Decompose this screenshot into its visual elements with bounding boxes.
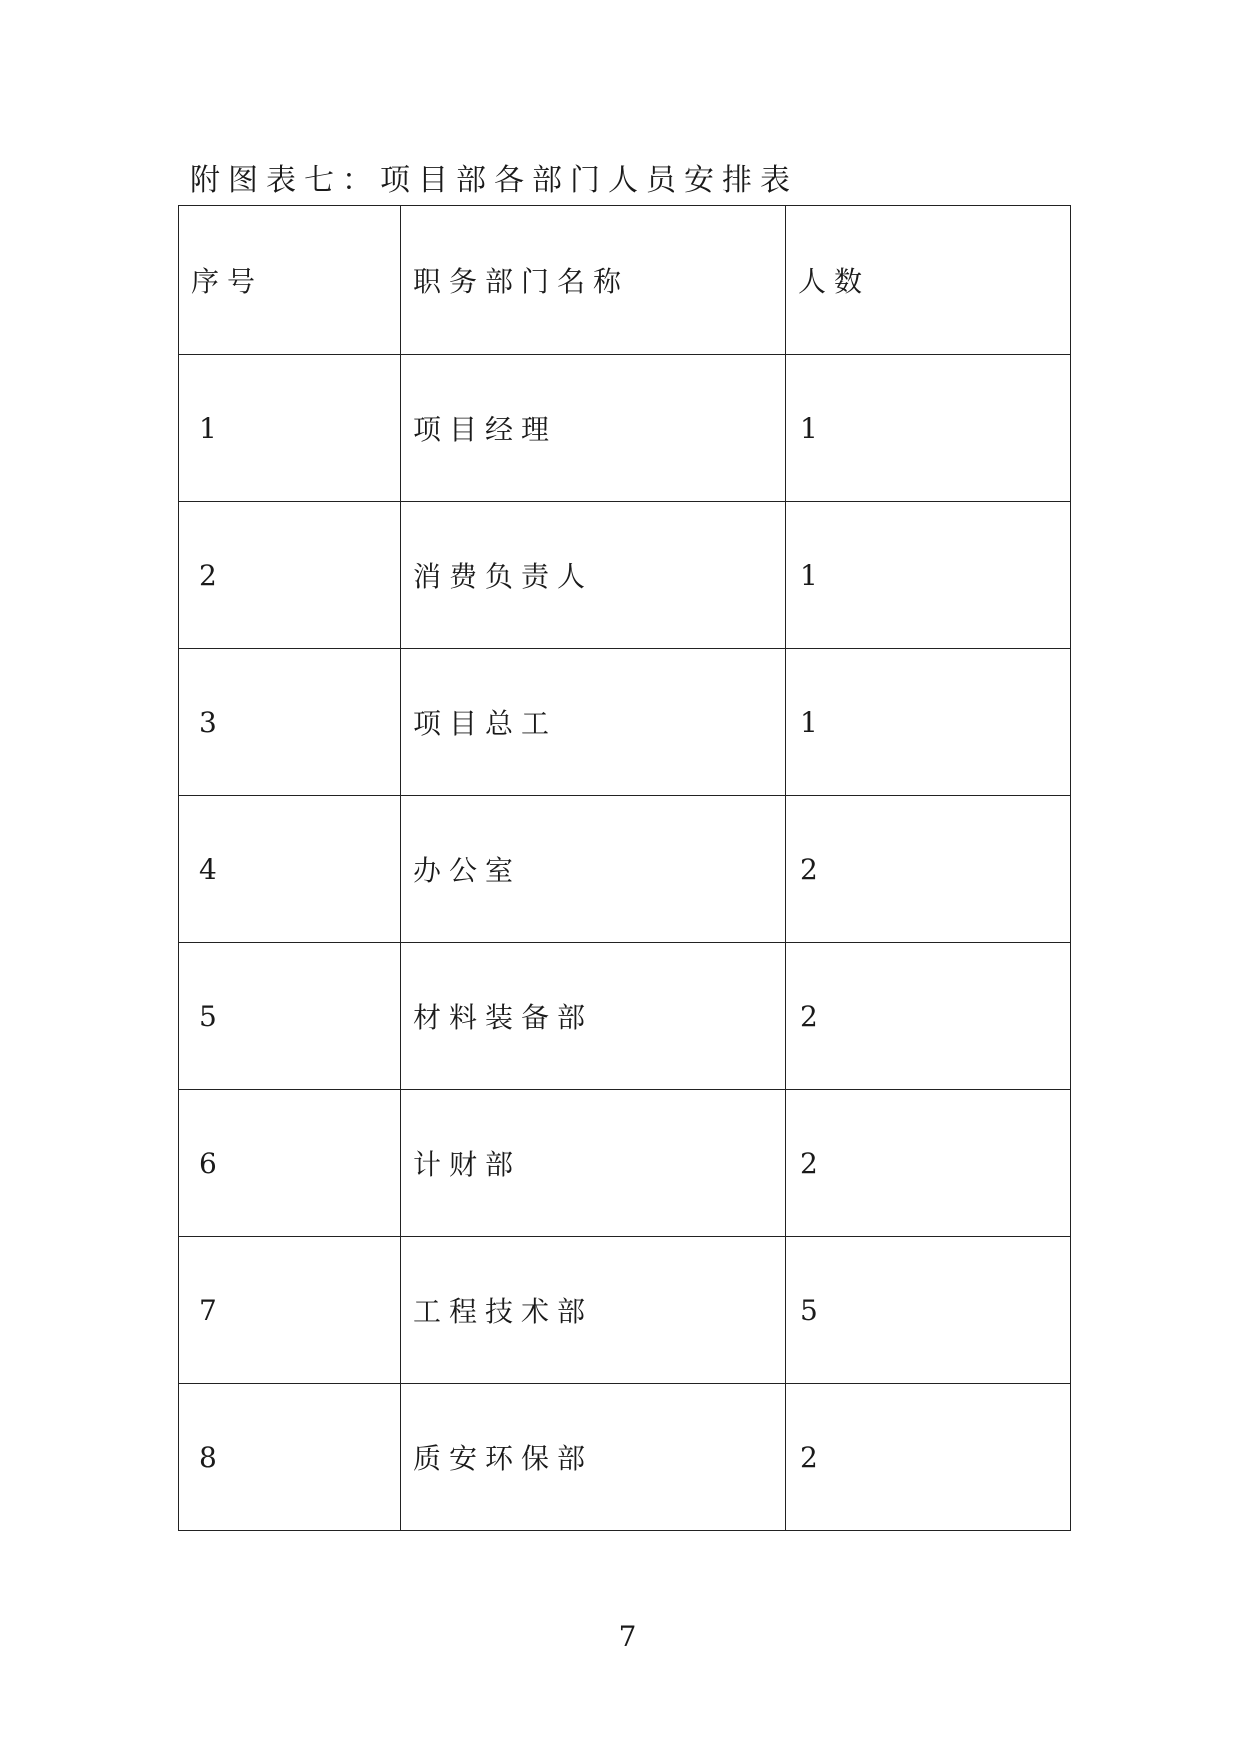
table-row — [179, 796, 1071, 943]
header-department-name: 职务部门名称 — [401, 206, 786, 355]
row-headcount: 1 — [786, 649, 1071, 796]
row-serial-number: 2 — [179, 502, 401, 649]
row-department-name: 计财部 — [401, 1090, 786, 1237]
staff-table — [178, 205, 1071, 1531]
table-row — [179, 1237, 1071, 1384]
header-serial-number: 序号 — [179, 206, 401, 355]
row-headcount: 2 — [786, 796, 1071, 943]
row-headcount: 2 — [786, 1384, 1071, 1531]
row-headcount: 5 — [786, 1237, 1071, 1384]
row-department-name: 项目总工 — [401, 649, 786, 796]
row-serial-number: 7 — [179, 1237, 401, 1384]
table-row — [179, 943, 1071, 1090]
table-row — [179, 649, 1071, 796]
row-department-name: 项目经理 — [401, 355, 786, 502]
table-header-row — [179, 206, 1071, 355]
row-serial-number: 8 — [179, 1384, 401, 1531]
row-department-name: 办公室 — [401, 796, 786, 943]
row-headcount: 1 — [786, 502, 1071, 649]
table-row — [179, 355, 1071, 502]
row-department-name: 质安环保部 — [401, 1384, 786, 1531]
row-serial-number: 4 — [179, 796, 401, 943]
header-headcount: 人数 — [786, 206, 1071, 355]
row-headcount: 1 — [786, 355, 1071, 502]
row-department-name: 工程技术部 — [401, 1237, 786, 1384]
row-headcount: 2 — [786, 943, 1071, 1090]
page-title: 附图表七：项目部各部门人员安排表 — [190, 163, 798, 198]
row-headcount: 2 — [786, 1090, 1071, 1237]
table-row — [179, 1384, 1071, 1531]
row-department-name: 消费负责人 — [401, 502, 786, 649]
row-serial-number: 5 — [179, 943, 401, 1090]
row-serial-number: 6 — [179, 1090, 401, 1237]
row-serial-number: 3 — [179, 649, 401, 796]
page-number: 7 — [618, 1620, 637, 1653]
table-row — [179, 502, 1071, 649]
row-serial-number: 1 — [179, 355, 401, 502]
table-row — [179, 1090, 1071, 1237]
row-department-name: 材料装备部 — [401, 943, 786, 1090]
